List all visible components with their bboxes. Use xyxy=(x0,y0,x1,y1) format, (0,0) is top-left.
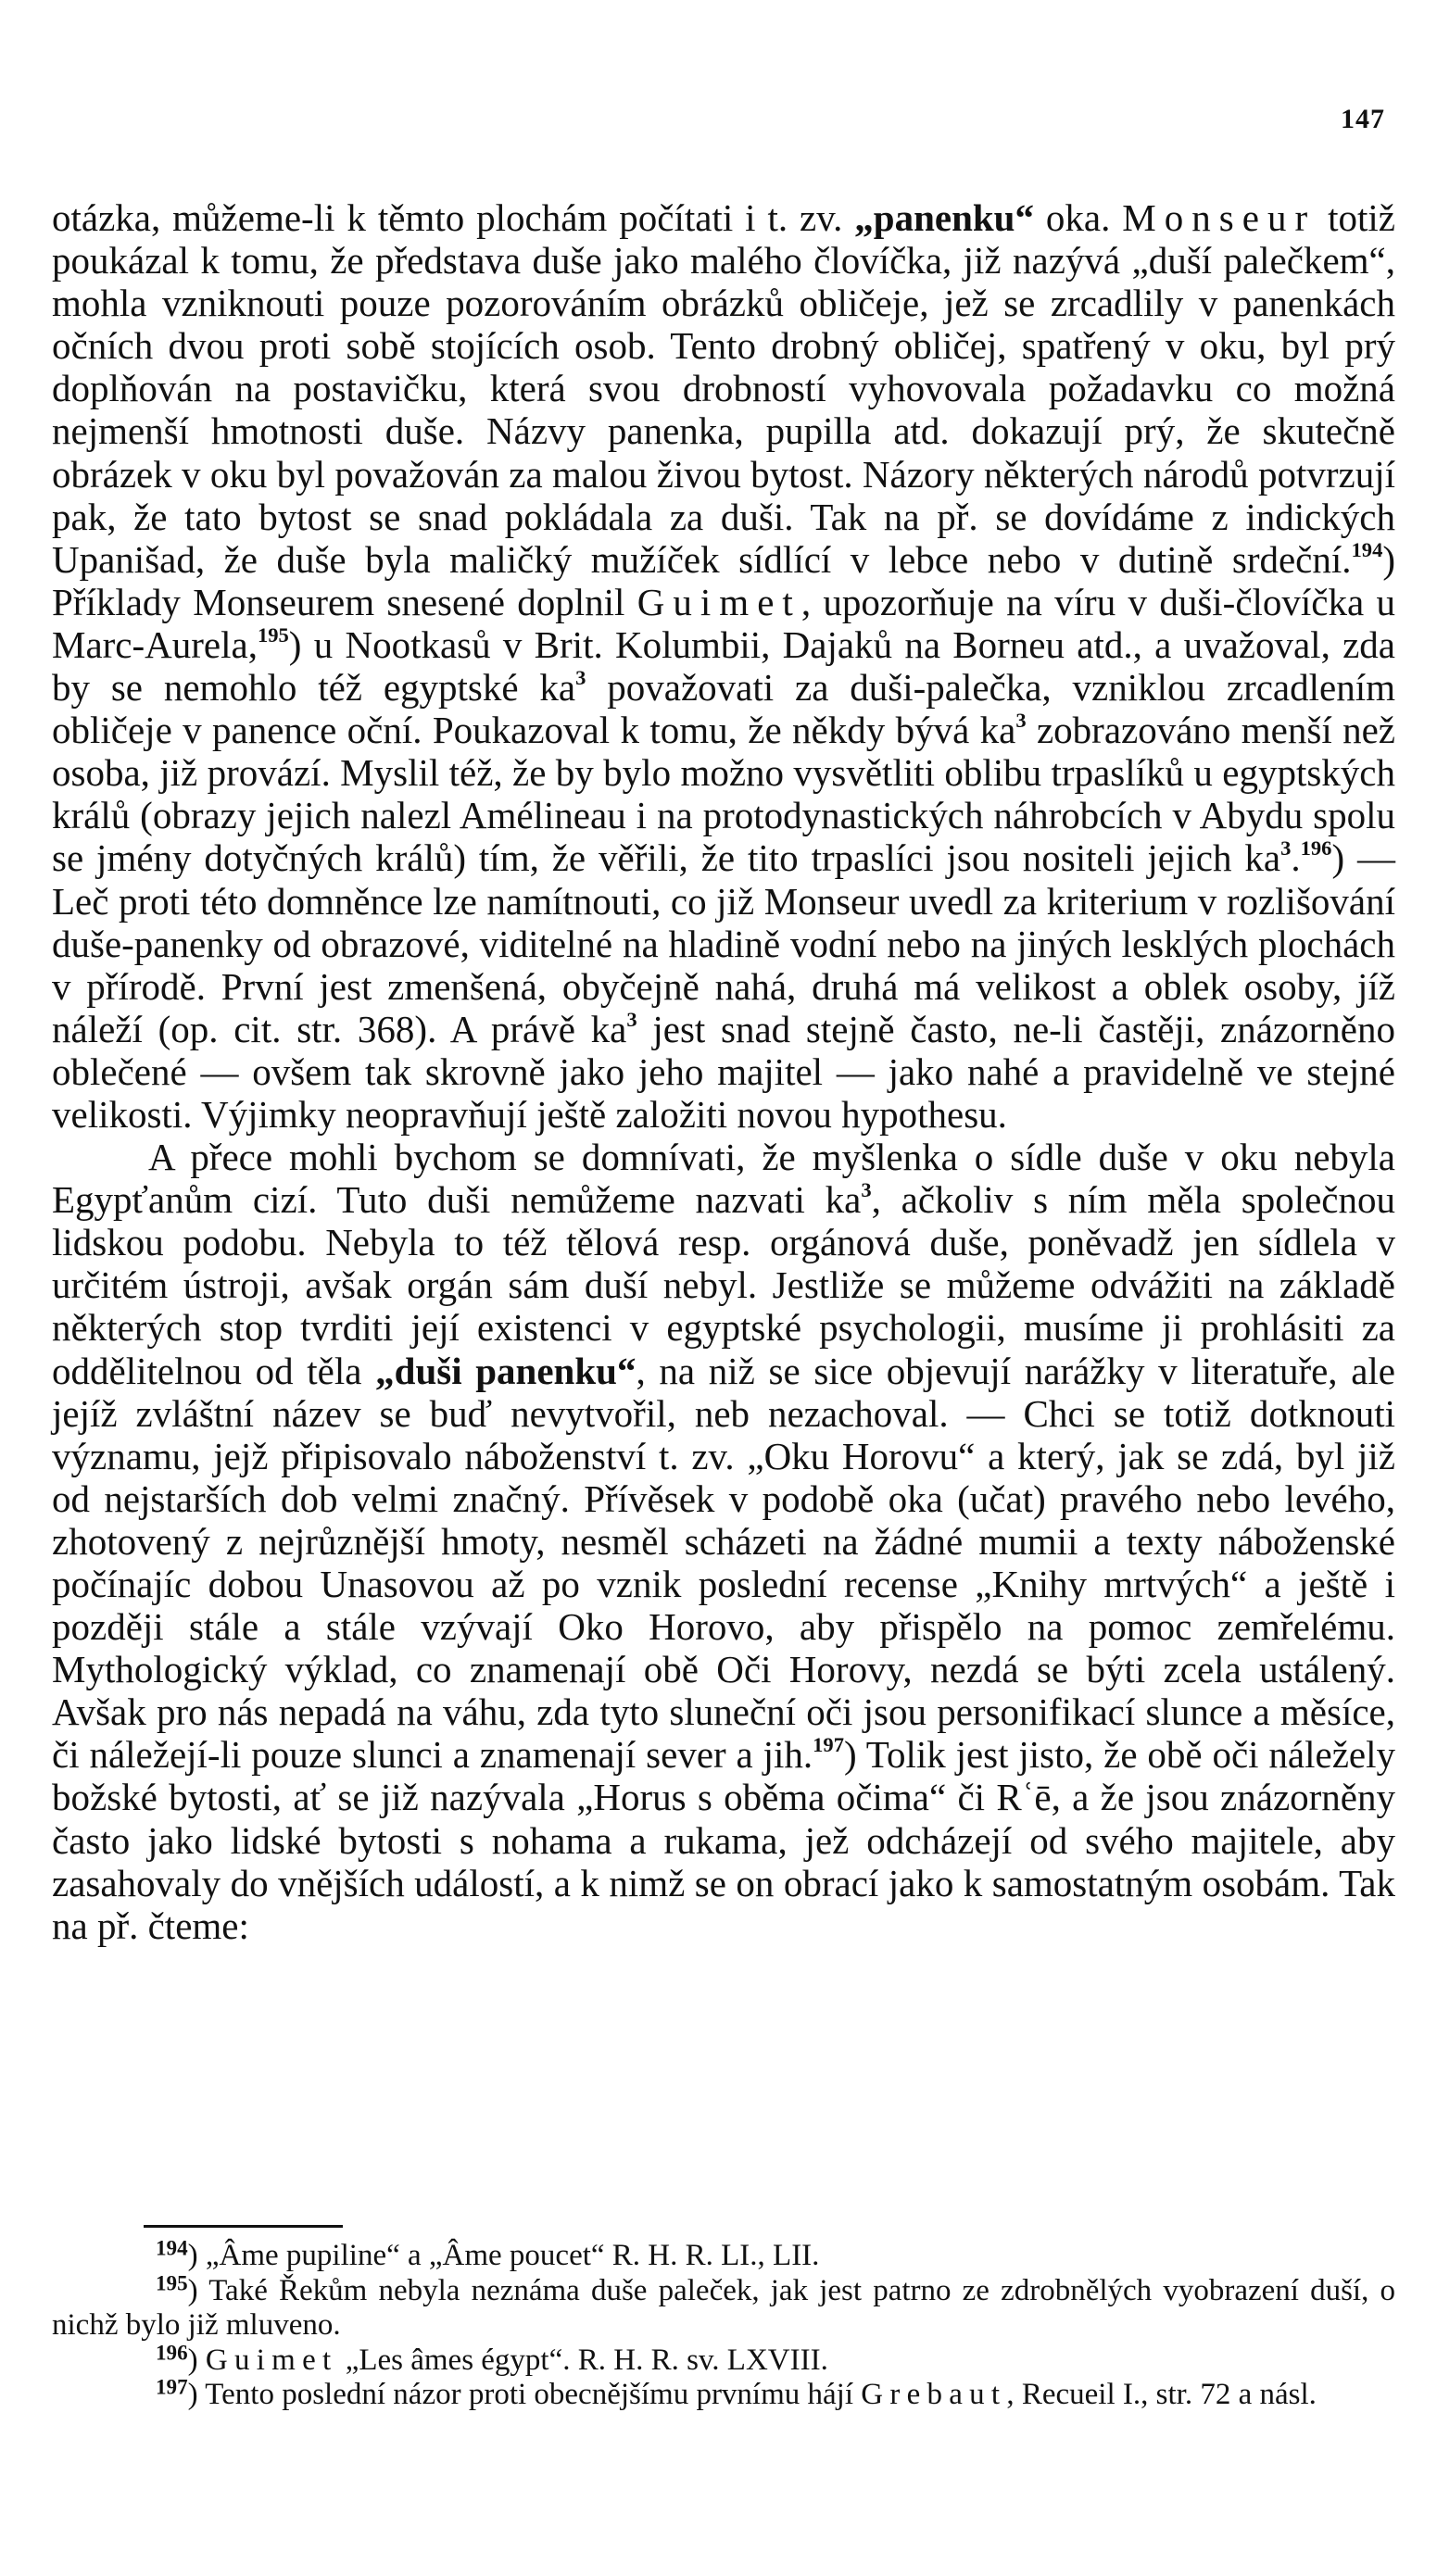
footnote xyxy=(52,2235,1395,2274)
footnote-number-paren: ) xyxy=(187,2343,206,2377)
paragraph xyxy=(52,1136,1395,1947)
text-run: Také Řekům nebyla neznáma duše paleček, jak jest patrno ze zdrobnělých vyobrazení duší, o nichž bylo již mluveno. xyxy=(52,2273,1395,2342)
footnote-number: 195 xyxy=(156,2270,188,2295)
text-run: ) u Nootkasů v Brit. Kolumbii, Dajaků na Borneu atd., a uvažoval, zda by se nemohlo též egyptské ka xyxy=(52,622,1395,710)
footnote-number-paren: ) xyxy=(187,2239,206,2272)
bold-term: „duši panenku“ xyxy=(375,1349,637,1392)
text-run: jest snad stejně často, ne-li častěji, znázorněno oblečené — ovšem tak skrovně jako jeho majitel — jako nahé a pravidelně ve stejné velikosti. Výjimky neopravňují ještě založiti novou hypothesu. xyxy=(52,1007,1395,1136)
text-run: zobrazováno menší než osoba, již provází. Myslil též, že by bylo možno vysvětliti oblibu trpaslíků u egyptských králů (obrazy jejich nalezl Amélineau i na protodynastických náhrobcích v Abydu spolu se jmény dotyčných králů) tím, že věřili, že tito trpaslíci jsou nositeli jejich ka xyxy=(52,709,1395,880)
main-text xyxy=(52,196,1395,1947)
footnote xyxy=(52,2270,1395,2344)
footnote-reference: 195 xyxy=(257,623,289,647)
text-run: ) — Leč proti této domněnce lze namítnouti, co již Monseur uvedl za kriterium v rozlišování duše-panenky od obrazové, viditelné na hladině vodní nebo na jiných lesklých plochách v přírodě. První jest zmenšená, obyčejně nahá, druhá má velikost a oblek osoby, jíž náleží (op. cit. str. 368). A právě ka xyxy=(52,836,1395,1050)
footnote-reference: 3 xyxy=(575,666,586,690)
footnote-number: 194 xyxy=(156,2235,188,2260)
author-name: Guimet xyxy=(637,580,801,623)
footnote-reference: 3 xyxy=(1015,709,1027,733)
text-run: „Âme pupiline“ a „Âme poucet“ R. H. R. LI., LII. xyxy=(205,2239,820,2272)
bold-term: „panenku“ xyxy=(854,196,1034,239)
text-run: otázka, můžeme-li k těmto plochám počítati i t. zv. xyxy=(52,196,855,239)
footnote xyxy=(52,2340,1395,2379)
footnote-reference: 3 xyxy=(1280,836,1292,861)
footnote-reference: 3 xyxy=(861,1178,872,1202)
text-run: považovati za duši-palečka, vzniklou zrcadlením obličeje v panence oční. Poukazoval k tomu, že někdy bývá ka xyxy=(52,666,1395,752)
text-run: , upozorňuje na víru v duši-človíčka u Marc-Aurela, xyxy=(52,580,1396,666)
text-run: „Les âmes égypt“. R. H. R. sv. LXVIII. xyxy=(337,2343,828,2377)
text-run: Tento poslední názor proti obecnějšímu prvnímu hájí xyxy=(205,2378,862,2411)
text-run: , Recueil I., str. 72 a násl. xyxy=(1006,2378,1317,2411)
footnote xyxy=(52,2374,1395,2413)
text-run: totiž poukázal k tomu, že představa duše jako malého človíčka, již nazývá „duší palečkem“, mohla vzniknouti pouze pozorováním obrázků obličeje, jež se zrcadlily v panenkách očních dvou proti sobě stojících osob. Tento drobný obličej, spatřený v oku, byl prý doplňován na postavičku, která svou drobností vyhovovala požadavku co možná nejmenší hmotnosti duše. Názvy panenka, pupilla atd. dokazují prý, že skutečně obrázek v oku byl považován za malou živou bytost. Názory některých národů potvrzují pak, že tato bytost se snad pokládala za duši. Tak na př. se dovídáme z indických Upanišad, že duše byla maličký mužíček sídlící v lebce nebo v dutině srdeční. xyxy=(52,196,1396,581)
footnote-divider xyxy=(144,2225,343,2228)
text-run: oka. xyxy=(1033,196,1123,239)
footnote-number: 197 xyxy=(156,2374,188,2399)
text-run: ) Příklady Monseurem snesené doplnil xyxy=(52,537,1395,623)
footnote-reference: 197 xyxy=(813,1733,844,1757)
footnote-number-paren: ) xyxy=(187,2378,206,2411)
footnote-number-paren: ) xyxy=(187,2273,209,2307)
footnotes xyxy=(52,2235,1395,2413)
author-name: Monseur xyxy=(1122,196,1317,239)
text-run: , na niž se sice objevují narážky v literatuře, ale jejíž zvláštní název se buď nevytvořil, neb nezachoval. — Chci se totiž dotknouti významu, jejž připisovalo náboženství t. zv. „Oku Horovu“ a který, jak se zdá, byl již od nejstarších dob velmi značný. Přívěsek v podobě oka (učat) pravého nebo levého, zhotovený z nejrůznější hmoty, nesměl scházeti na žádné mumii a texty náboženské počínajíc dobou Unasovou až po vznik poslední recense „Knihy mrtvých“ a ještě i později stále a stále vzývají Oko Horovo, aby přispělo na pomoc zemřelému. Mythologický výklad, co znamenají obě Oči Horovy, nezdá se býti zcela ustálený. Avšak pro nás nepadá na váhu, zda tyto sluneční oči jsou personifikací slunce a měsíce, či náležejí-li pouze slunci a znamenají sever a jih. xyxy=(52,1349,1395,1777)
text-run: . xyxy=(1291,836,1301,880)
author-name: Guimet xyxy=(205,2343,338,2377)
footnote-reference: 194 xyxy=(1351,537,1383,561)
text-run: ) Tolik jest jisto, že obě oči náležely božské bytosti, ať se již nazývala „Horus s oběma očima“ či Rʿē, a že jsou znázorněny často jako lidské bytosti s nohama a rukama, jež odcházejí od svého majitele, aby zasahovaly do vnějších událostí, a k nimž se on obrací jako k samostatným osobám. Tak na př. čteme: xyxy=(52,1733,1395,1947)
text-run: , ačkoliv s ním měla společnou lidskou podobu. Nebyla to též tělová resp. orgánová duše, poněvadž jen sídlela v určitém ústroji, avšak orgán sám duší nebyl. Jestliže se můžeme odvážiti na základě některých stop tvrditi její existenci v egyptské psychologii, musíme ji prohlásiti za oddělitelnou od těla xyxy=(52,1178,1395,1392)
page-number: 147 xyxy=(1341,104,1385,134)
footnote-reference: 196 xyxy=(1300,836,1332,861)
text-run: A přece mohli bychom se domnívati, že myšlenka o sídle duše v oku nebyla Egypťanům cizí. Tuto duši nemůžeme nazvati ka xyxy=(52,1136,1395,1222)
footnote-number: 196 xyxy=(156,2340,188,2365)
paragraph xyxy=(52,196,1395,1136)
footnote-reference: 3 xyxy=(626,1007,637,1031)
author-name: Grebaut xyxy=(861,2378,1007,2411)
